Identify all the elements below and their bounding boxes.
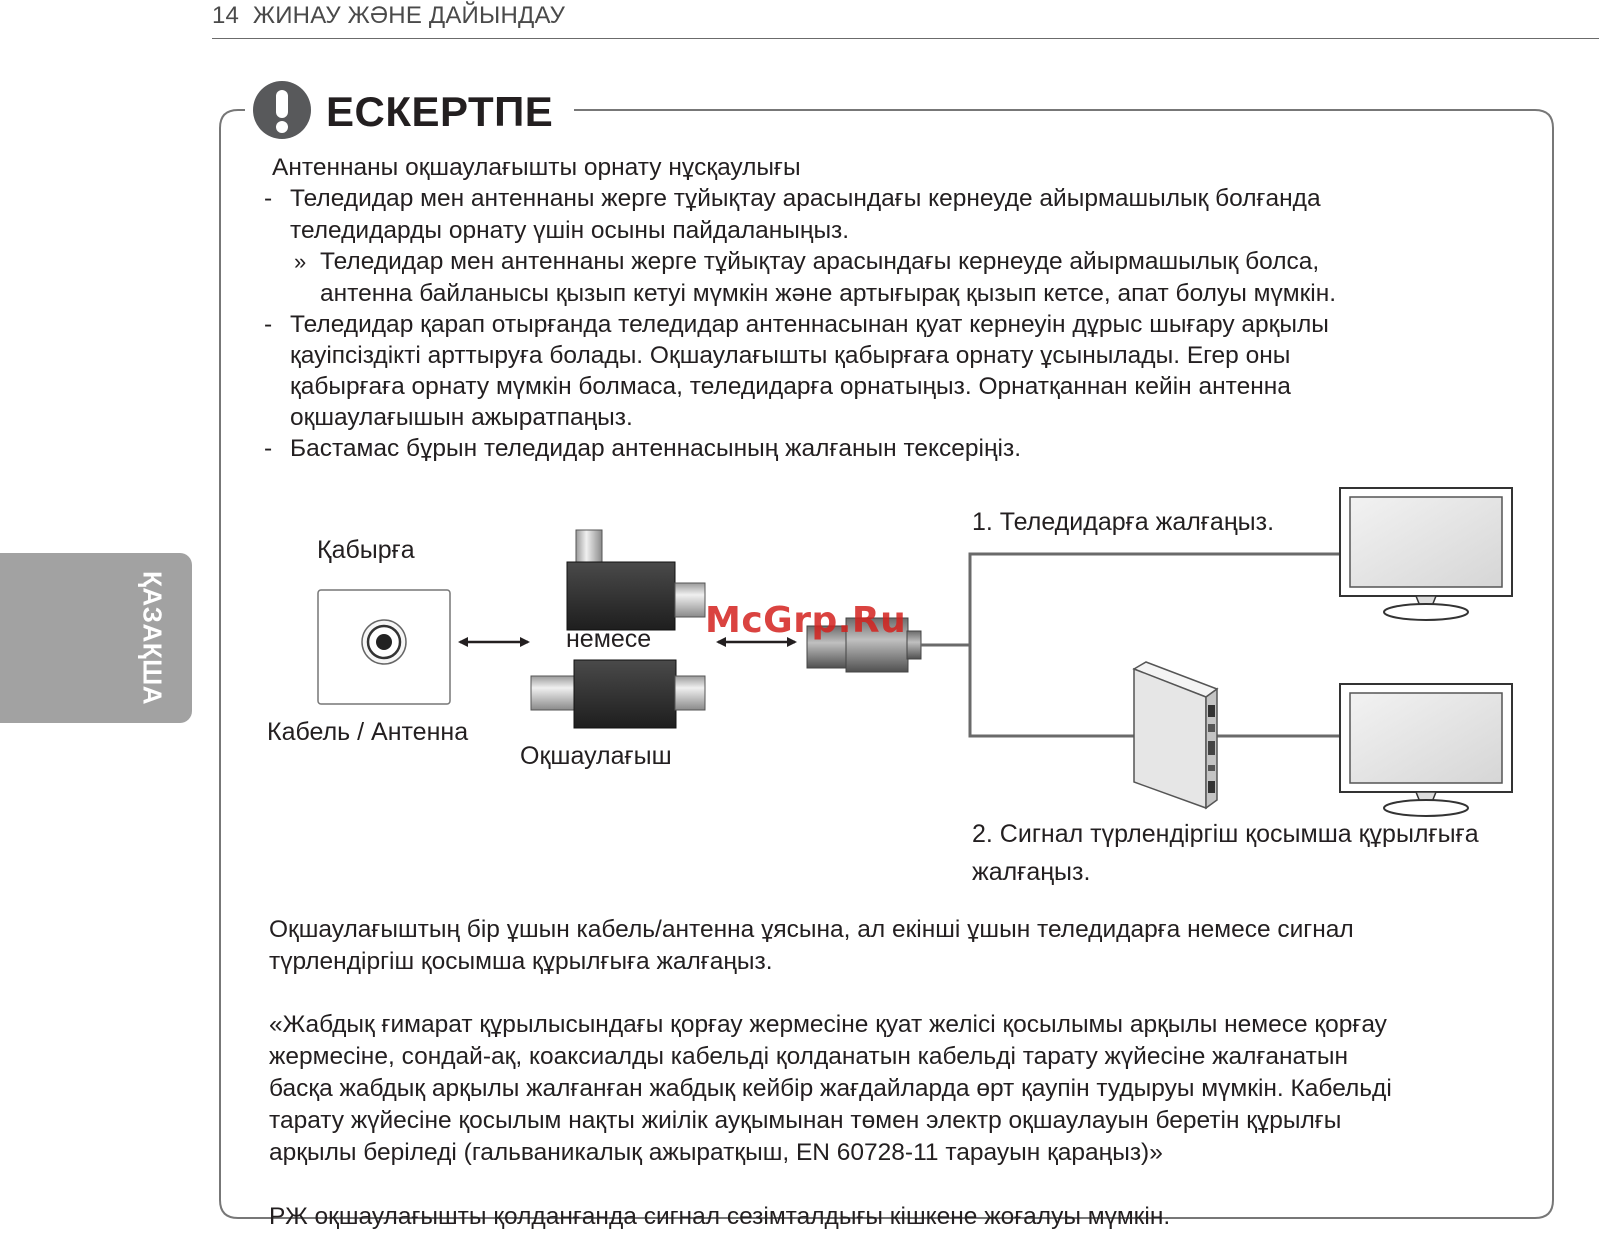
sub-bullet-marker: »	[294, 249, 307, 274]
paragraph-2-line-3: басқа жабдық арқылы жалғанған жабдық кейбір жағдайларда өрт қаупін тудыруы мүмкін. Кабельді	[269, 1075, 1392, 1102]
cable-antenna-label: Кабель / Антенна	[267, 718, 469, 746]
bullet-2-line-4: оқшаулағышын ажыратпаңыз.	[290, 404, 633, 431]
or-label: немесе	[566, 625, 652, 653]
note-title: ЕСКЕРТПЕ	[326, 88, 554, 135]
paragraph-1-line-2: түрлендіргіш қосымша құрылғыға жалғаңыз.	[269, 948, 773, 975]
option-2-line-1: 2. Сигнал түрлендіргіш қосымша құрылғыға	[972, 820, 1479, 848]
sub-bullet-line-2: антенна байланысы қызып кетуі мүмкін және артығырақ қызып кетсе, апат болуы мүмкін.	[320, 280, 1337, 307]
bullet-marker: -	[264, 311, 273, 338]
tv-icon	[1340, 684, 1512, 816]
isolator-angled	[567, 530, 705, 630]
bullet-2-line-1: Теледидар қарап отырғанда теледидар антеннасынан қуат кернеуін дұрыс шығару арқылы	[290, 311, 1329, 338]
cable-lines	[921, 554, 1340, 736]
language-tab-label: ҚАЗАҚША	[137, 571, 168, 705]
paragraph-2-line-5: арқылы беріледі (гальваникалық ажыратқыш, EN 60728-11 тарауын қараңыз)»	[269, 1139, 1163, 1166]
paragraph-2-line-1: «Жабдық ғимарат құрылысындағы қорғау жермесіне қуат желісі қосылымы арқылы немесе қорғау	[269, 1011, 1387, 1038]
bullet-marker: -	[264, 435, 273, 462]
bullet-3-line-1: Бастамас бұрын теледидар антеннасының жалғанын тексеріңіз.	[290, 435, 1022, 462]
tv-icon	[1340, 488, 1512, 620]
paragraph-2-line-4: тарату жүйесіне қосылым нақты жиілік ауқымынан төмен электр оқшаулауын беретін құрылғы	[269, 1107, 1342, 1134]
paragraph-1-line-1: Оқшаулағыштың бір ұшын кабель/антенна ұясына, ал екінші ұшын теледидарға немесе сигнал	[269, 916, 1354, 943]
set-top-box-icon	[1134, 662, 1217, 808]
isolator-label: Оқшаулағыш	[520, 742, 672, 770]
bullet-2-line-3: қабырғаға орнату мүмкін болмаса, теледидарға орнатыңыз. Орнатқаннан кейін антенна	[290, 373, 1291, 400]
bullet-1-line-2: теледидарды орнату үшін осыны пайдаланыңыз.	[290, 217, 850, 244]
note-intro: Антеннаны оқшаулағышты орнату нұсқаулығы	[272, 154, 801, 181]
option-2-line-2: жалғаңыз.	[972, 858, 1091, 886]
bullet-marker: -	[264, 185, 273, 212]
isolator-straight	[531, 660, 705, 728]
watermark: McGrp.Ru	[705, 600, 907, 641]
option-1-label: 1. Теледидарға жалғаңыз.	[972, 508, 1275, 536]
bullet-2-line-2: қауіпсіздікті арттыруға болады. Оқшаулағышты қабырғаға орнату ұсынылады. Егер оны	[290, 342, 1291, 369]
bullet-1-line-1: Теледидар мен антеннаны жерге тұйықтау арасындағы кернеуде айырмашылық болғанда	[290, 185, 1321, 212]
paragraph-3-line-1: РЖ оқшаулағышты қолданғанда сигнал сезімталдығы кішкене жоғалуы мүмкін.	[269, 1203, 1171, 1230]
page-number: 14	[212, 2, 240, 29]
wall-label: Қабырға	[317, 536, 415, 564]
section-title: ЖИНАУ ЖӘНЕ ДАЙЫНДАУ	[252, 2, 566, 29]
paragraph-2-line-2: жермесіне, сондай-ақ, коаксиалды кабельді қолданатын кабельді тарату жүйесіне жалғанатын	[269, 1043, 1349, 1070]
sub-bullet-line-1: Теледидар мен антеннаны жерге тұйықтау арасындағы кернеуде айырмашылық болса,	[320, 248, 1320, 275]
wall-socket	[318, 590, 450, 704]
